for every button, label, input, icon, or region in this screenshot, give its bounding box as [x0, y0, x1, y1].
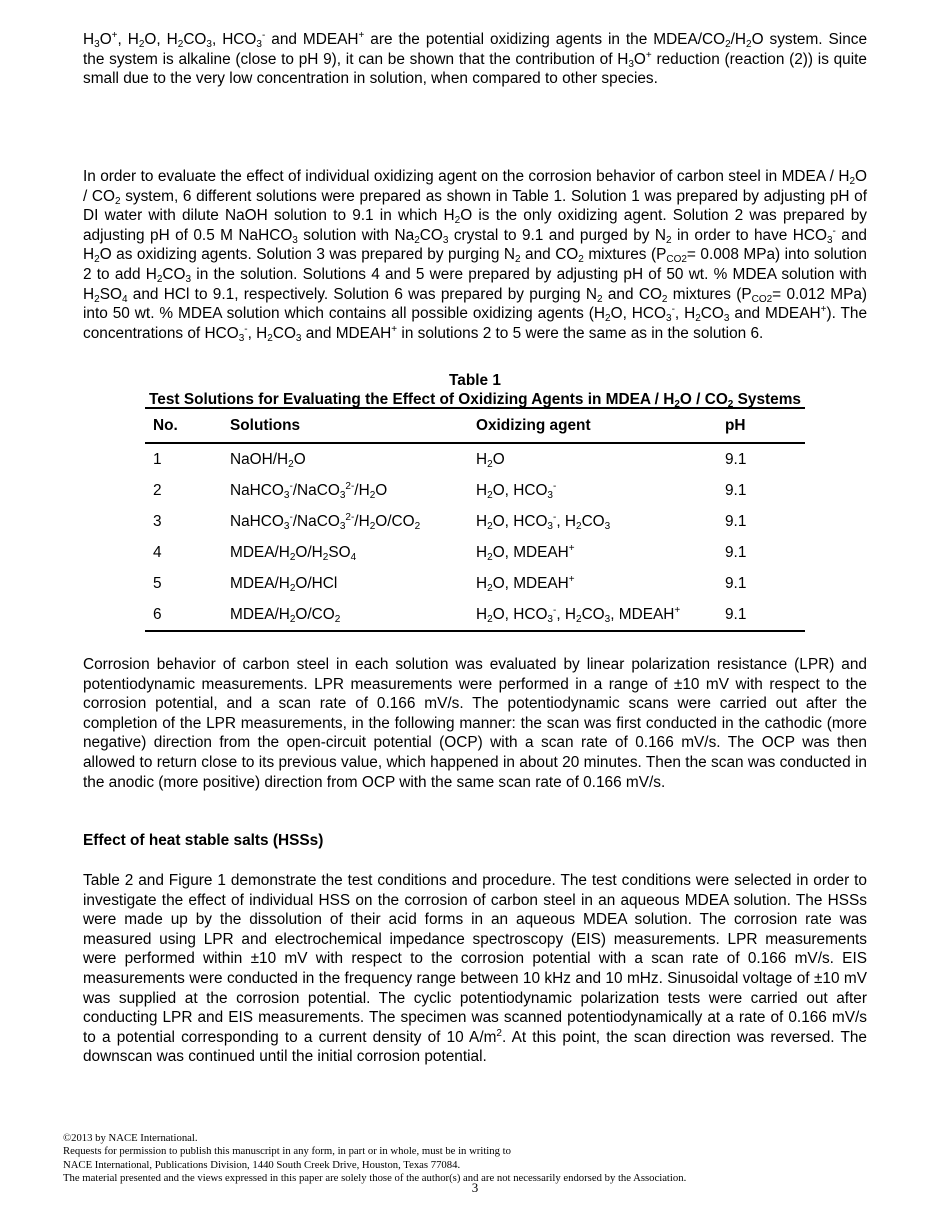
cell-no: 6	[153, 605, 162, 623]
cell-ph: 9.1	[725, 450, 747, 468]
cell-oxidizing-agent: $H_2O$, $HCO_3^-$, $H_2CO_3$	[476, 511, 611, 532]
cell-ph: 9.1	[725, 543, 747, 561]
footer-line: ©2013 by NACE International.	[63, 1132, 198, 1144]
cell-solution: MDEA/$H_2O/CO_2$	[230, 605, 341, 625]
table-row	[145, 568, 805, 599]
cell-oxidizing-agent: $H_2O$, MDEAH+	[476, 573, 575, 594]
table-label: Table 1	[449, 372, 501, 389]
header-solutions: Solutions	[230, 416, 301, 434]
footer-line: Requests for permission to publish this manuscript in any form, in part or in whole, must be in writing to	[63, 1145, 511, 1158]
cell-no: 4	[153, 543, 162, 561]
cell-no: 2	[153, 481, 162, 499]
cell-no: 5	[153, 574, 162, 592]
cell-solution: $NaHCO_3^-/NaCO_3^{2-}/H_2O/CO_2$	[230, 511, 421, 532]
cell-ph: 9.1	[725, 512, 747, 530]
header-oxidizing-agent: Oxidizing agent	[476, 416, 591, 434]
footer-copyright	[63, 1132, 686, 1185]
paragraph-corrosion-behavior: Corrosion behavior of carbon steel in each solution was evaluated by linear polarization resistance (LPR) and potentiodynamic measurements. LPR measurements were performed in a range of ±10 mV with respect to the corrosion potential, and a scan rate of 0.166 mV/s. The potentiodynamic scans were carried out after the completion of the LPR measurements, in the following manner: the scan was first conducted in the cathodic (more negative) direction from the open-circuit potential (OCP) with a scan rate of 0.166 mV/s. The OCP was then allowed to return close to its previous value, which happened in about 20 minutes. Then the scan was conducted in the anodic (more positive) direction from OCP with the same scan rate of 0.166 mV/s.	[83, 656, 867, 791]
footer-line: The material presented and the views expressed in this paper are solely those of the author(s) and are not necessarily endorsed by the Association.	[63, 1171, 687, 1184]
table-row	[145, 506, 805, 537]
table-row	[145, 599, 805, 630]
paragraph-solution-preparation: In order to evaluate the effect of individual oxidizing agent on the corrosion behavior of carbon steel in MDEA / $H_2O / CO_2$ system, 6 different solutions were prepared as shown in Table 1. Solution 1 was prepared by adjusting pH of DI water with dilute NaOH solution to 9.1 in which $H_2O$ is the only oxidizing agent. Solution 2 was prepared by adjusting pH of 0.5 M NaHCO$_3$ solution with $Na_2CO_3$ crystal to 9.1 and purged by $N_2$ in order to have $HCO_3^-$ and $H_2O$ as oxidizing agents. Solution 3 was prepared by purging $N_2$ and $CO_2$ mixtures ($P_{CO2}= 0.008$ MPa) into solution 2 to add $H_2CO_3$ in the solution. Solutions 4 and 5 were prepared by adjusting pH of 50 wt. % MDEA solution with $H_2SO_4$ and HCl to 9.1, respectively. Solution 6 was prepared by purging $N_2$ and $CO_2$ mixtures ($P_{CO2}= 0.012$ MPa) into 50 wt. % MDEA solution which contains all possible oxidizing agents ($H_2O$, $HCO_3^-$, $H_2CO_3$ and MDEAH+). The concentrations of $HCO_3^-$, $H_2CO_3$ and MDEAH+ in solutions 2 to 5 were the same as in the solution 6.	[83, 168, 868, 344]
cell-oxidizing-agent: $H_2O$, $HCO_3^-$, $H_2CO_3$, MDEAH+	[476, 604, 681, 625]
paragraph-oxidizing-agents: $H_3O^+$, $H_2O$, $H_2CO_3$, $HCO_3^-$ and MDEAH+ are the potential oxidizing agents in the MDEA/$CO_2/H_2O$ system. Since the system is alkaline (close to pH 9), it can be shown that the contribution of $H_3O^+$ reduction (reaction (2)) is quite small due to the very low concentration in solution, when compared to other species.	[83, 30, 868, 88]
cell-solution: MDEA/$H_2O$/HCl	[230, 574, 338, 594]
cell-no: 3	[153, 512, 162, 530]
cell-ph: 9.1	[725, 574, 747, 592]
page-number: 3	[471, 1180, 479, 1195]
table-row	[145, 444, 805, 475]
footer-line: NACE International, Publications Division, 1440 South Creek Drive, Houston, Texas 77084.	[63, 1158, 461, 1171]
table-header-row	[145, 409, 805, 444]
cell-oxidizing-agent: $H_2O$	[476, 450, 505, 470]
cell-oxidizing-agent: $H_2O$, MDEAH+	[476, 542, 575, 563]
header-no: No.	[153, 416, 178, 434]
cell-ph: 9.1	[725, 605, 747, 623]
cell-no: 1	[153, 450, 162, 468]
cell-solution: NaOH/$H_2O$	[230, 450, 306, 470]
paragraph-test-conditions: Table 2 and Figure 1 demonstrate the test conditions and procedure. The test conditions were selected in order to investigate the effect of individual HSS on the corrosion of carbon steel in an aqueous MDEA solution. The HSSs were made up by the dissolution of their acid forms in an aqueous MDEA solution. The corrosion rate was measured using LPR and electrochemical impedance spectroscopy (EIS) measurements. LPR measurements were performed within ±10 mV with respect to the corrosion potential with a scan rate of 0.166 mV/s. EIS measurements were conducted in the frequency range between 10 kHz and 10 mHz. Sinusoidal voltage of ±10 mV was supplied at the corrosion potential. The cyclic potentiodynamic polarization tests were carried out after conducting LPR and EIS measurements. The specimen was scanned potentiodynamically at a rate of 0.166 mV/s to a potential corresponding to a current density of 10 $A/m^2$. At this point, the scan direction was reversed. The downscan was continued until the initial corrosion potential.	[83, 872, 867, 1066]
table-row	[145, 475, 805, 506]
cell-ph: 9.1	[725, 481, 747, 499]
solutions-table	[145, 407, 805, 632]
table-title: Test Solutions for Evaluating the Effect of Oxidizing Agents in MDEA / $H_2O / CO_2$ Systems	[149, 391, 801, 410]
section-heading: Effect of heat stable salts (HSSs)	[83, 832, 324, 849]
cell-oxidizing-agent: $H_2O$, $HCO_3^-$	[476, 480, 557, 501]
table-row	[145, 537, 805, 568]
cell-solution: $NaHCO_3^-/NaCO_3^{2-}/H_2O$	[230, 480, 388, 501]
cell-solution: MDEA/$H_2O/H_2SO_4$	[230, 543, 357, 563]
header-ph: pH	[725, 416, 746, 434]
